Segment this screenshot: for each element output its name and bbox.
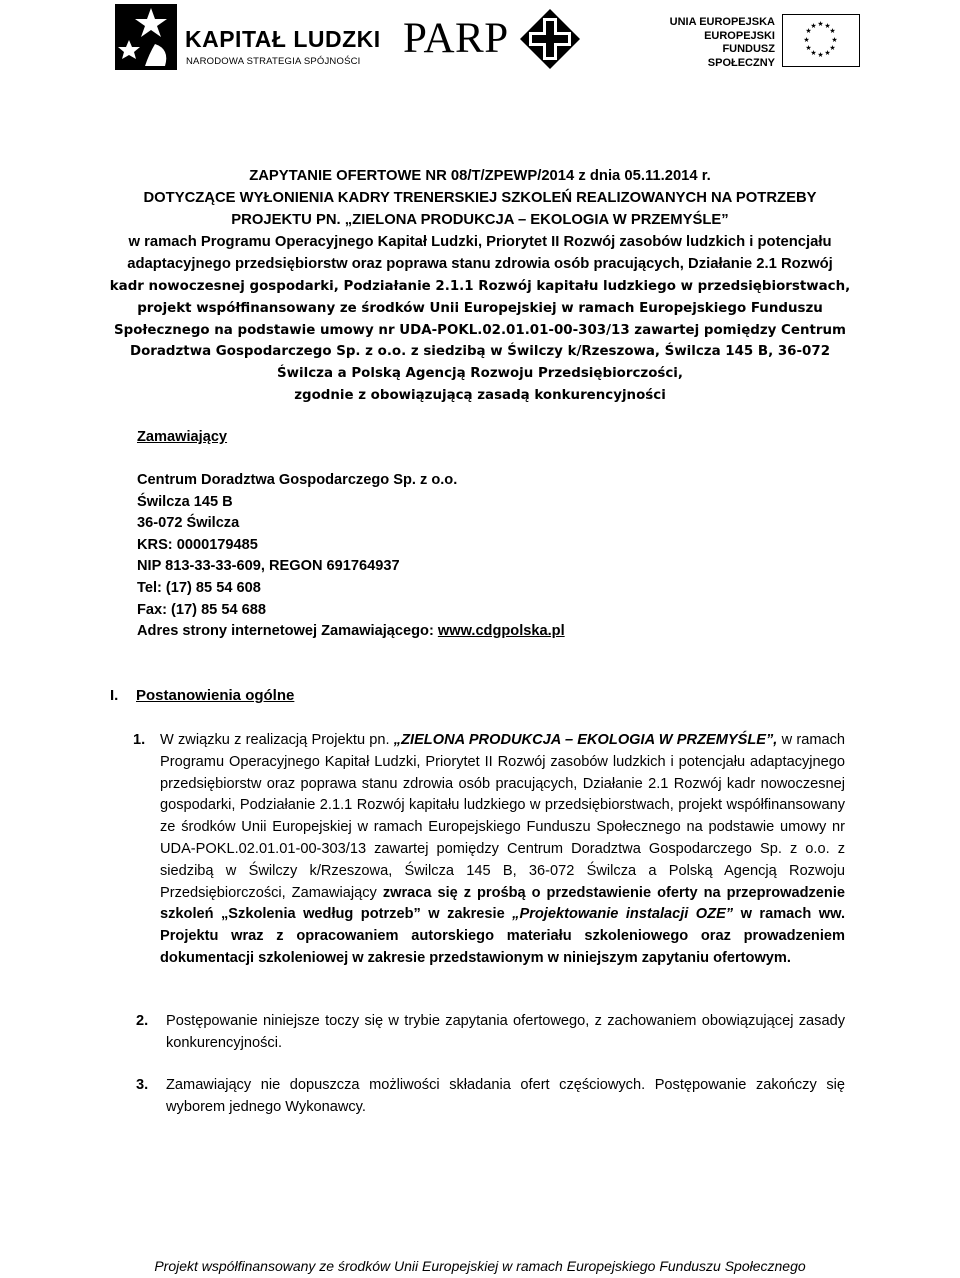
contractor-street: Świlcza 145 B [137,493,233,510]
subtitle-line-6: zgodnie z obowiązującą zasadą konkurencyjności [294,387,666,403]
list-item-number: 2. [136,1013,149,1029]
subtitle-line-5: Świlcza a Polską Agencją Rozwoju Przedsiębiorczości, [277,366,683,382]
eu-line3: FUNDUSZ SPOŁECZNY [707,43,775,69]
contractor-fax: Fax: (17) 85 54 688 [137,601,266,618]
contractor-web-label: Adres strony internetowej Zamawiającego: [137,623,438,640]
list-item [136,1011,845,1055]
contractor-tel: Tel: (17) 85 54 608 [137,579,261,596]
svg-text:★: ★ [817,51,824,59]
contractor-web-link[interactable]: www.cdgpolska.pl [437,623,565,640]
contractor-heading [137,427,227,449]
item1-text-e: „Projektowanie instalacji OZE” [512,906,734,923]
parp-logo [403,8,583,72]
kapital-ludzki-subtitle: NARODOWA STRATEGIA SPÓJNOŚCI [186,56,361,67]
eu-line2: EUROPEJSKI [704,29,775,42]
title-line-2: DOTYCZĄCE WYŁONIENIA KADRY TRENERSKIEJ SZKOLEŃ REALIZOWANYCH NA POTRZEBY [143,190,817,206]
logo-bar [0,0,960,80]
title-line-3-text: PROJEKTU PN. „ZIELONA PRODUKCJA – EKOLOGIA W PRZEMYŚLE” [231,212,729,228]
parp-diamond-icon [519,8,581,70]
eu-text [667,16,775,70]
svg-text:★: ★ [810,22,817,30]
section-number: I. [110,687,119,704]
contractor-name: Centrum Doradztwa Gospodarczego Sp. z o.o. [137,472,458,488]
title-line-4: w ramach Programu Operacyjnego Kapitał Ludzki, Priorytet II Rozwój zasobów ludzkich i potencjału [128,234,832,250]
svg-text:★: ★ [810,49,817,57]
section-heading [110,687,294,704]
svg-text:★: ★ [817,20,824,28]
svg-text:★: ★ [829,44,836,52]
kapital-ludzki-title: KAPITAŁ LUDZKI [185,26,381,52]
eu-line1: UNIA EUROPEJSKA [669,16,775,28]
list-item [133,730,846,970]
item1-text-a: W związku z realizacją Projektu pn. [160,732,394,748]
item1-text-b: „ZIELONA PRODUKCJA – EKOLOGIA W PRZEMYŚLE”, [393,732,778,748]
subtitle-line-1: kadr nowoczesnej gospodarki, Podziałanie 2.1.1 Rozwój kapitału ludzkiego w przedsiębiorstwach, [109,279,851,294]
contractor-details [137,470,565,643]
eu-flag-icon [782,14,860,67]
subtitle-line-4: Doradztwa Gospodarczego Sp. z o.o. z siedzibą w Świlczy k/Rzeszowa, Świlcza 145 B, 36-072 [129,344,831,360]
contractor-nip: NIP 813-33-33-609, REGON 691764937 [137,558,400,575]
svg-text:★: ★ [824,22,831,30]
parp-text: PARP [403,15,509,62]
document-title [100,165,860,275]
item2-text: Postępowanie niniejsze toczy się w trybie zapytania ofertowego, z zachowaniem obowiązującej zasady konkurencyjności. [166,1013,845,1051]
svg-text:★: ★ [805,44,812,52]
svg-text:★: ★ [829,27,836,35]
item3-text: Zamawiający nie dopuszcza możliwości składania ofert częściowych. Postępowanie zakończy się wyborem jednego Wykonawcy. [166,1077,845,1115]
page-footer: Projekt współfinansowany ze środków Unii Europejskiej w ramach Europejskiego Funduszu Społecznego [154,1258,806,1274]
item1-text-f: w ramach ww. Projektu wraz z opracowaniem autorskiego materiału szkoleniowego oraz prowadzeniem dokumentacji szkoleniowej w zakresie przedstawionym w niniejszym zapytaniu ofertowym. [160,906,845,966]
list-item-number: 1. [133,732,146,748]
svg-text:★: ★ [831,36,838,44]
title-line-3 [100,209,860,231]
svg-text:★: ★ [803,36,810,44]
section-title: Postanowienia ogólne [136,687,295,704]
eu-logo [667,14,867,70]
list-item-number: 3. [136,1077,149,1093]
item1-text-d: zwraca się z prośbą o przedstawienie oferty na przeprowadzenie szkoleń „Szkolenia według potrzeb” w zakresie [160,884,845,923]
contractor-heading-text: Zamawiający [137,429,228,445]
contractor-web [137,621,565,643]
subtitle-line-2: projekt współfinansowany ze środków Unii Europejskiej w ramach Europejskiego Funduszu [137,300,823,316]
contractor-city: 36-072 Świlcza [137,515,240,532]
subtitle-line-3: Społecznego na podstawie umowy nr UDA-POKL.02.01.01-00-303/13 zawartej pomiędzy Centrum [114,322,846,338]
list-item [136,1075,845,1119]
kapital-ludzki-star-icon [115,4,177,70]
kapital-ludzki-logo [115,4,381,70]
svg-text:★: ★ [805,27,812,35]
item1-text-c: w ramach Programu Operacyjnego Kapitał Ludzki, Priorytet II Rozwój zasobów ludzkich i potencjału adaptacyjnego przedsiębiorstw oraz poprawa stanu zdrowia osób pracujących, Działanie 2.1 Rozwój kadr nowoczesnej gospodarki, Podziałanie 2.1.1 Rozwój kapitału ludzkiego w przedsiębiorstwach, projekt współfinansowany ze środków Unii Europejskiej w ramach Europejskiego Funduszu Społecznego na podstawie umowy nr UDA-POKL.02.01.01-00-303/13 zawartej pomiędzy Centrum Doradztwa Gospodarczego Sp. z o.o. z siedzibą w Świlczy k/Rzeszowa, Świlcza 145 B, 36-072 Świlcza a Polską Agencją Rozwoju Przedsiębiorczości, Zamawiający [160,732,846,901]
svg-text:★: ★ [824,49,831,57]
title-line-1: ZAPYTANIE OFERTOWE NR 08/T/ZPEWP/2014 z dnia 05.11.2014 r. [249,168,711,184]
document-subtitle [100,276,860,407]
title-line-5: adaptacyjnego przedsiębiorstw oraz poprawa stanu zdrowia osób pracujących, Działanie 2.1 Rozwój [127,256,833,272]
contractor-krs: KRS: 0000179485 [137,536,258,553]
